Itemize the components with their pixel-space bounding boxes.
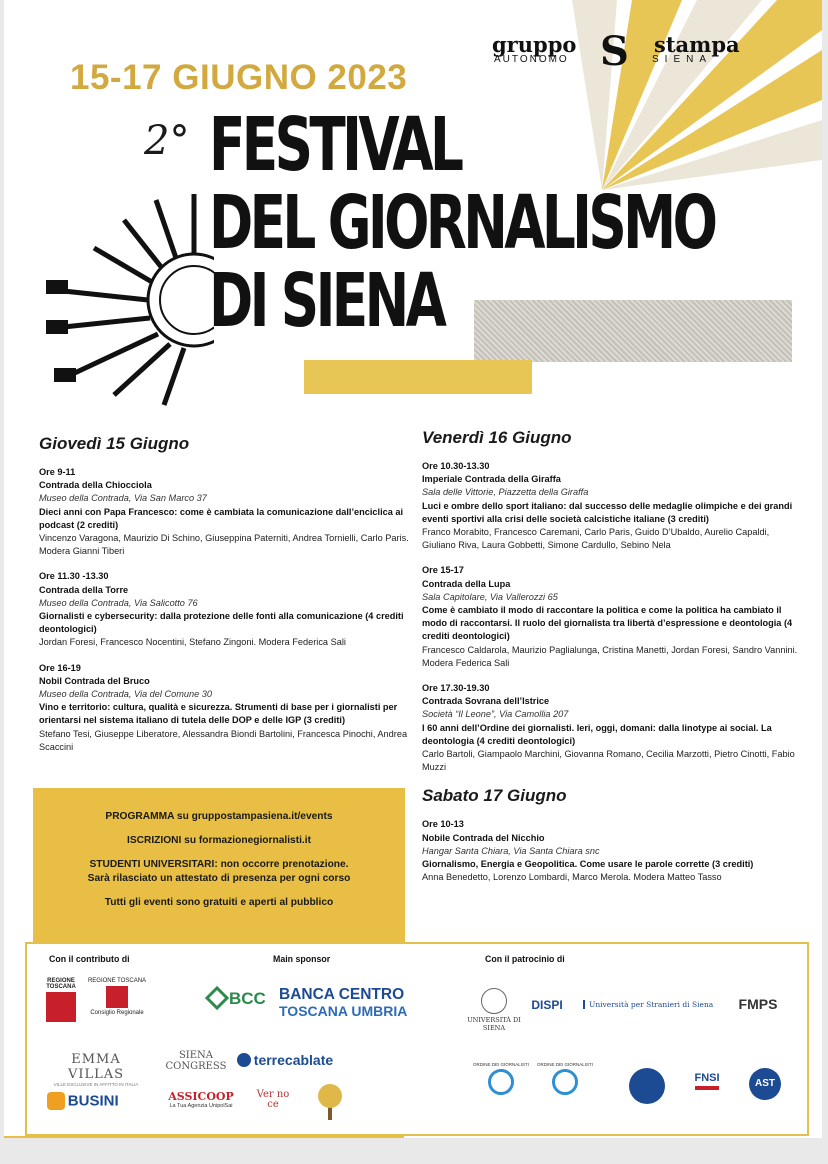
event-venue: Sala Capitolare, Via Vallerozzi 65 <box>422 591 558 602</box>
associazione-logo-icon <box>627 1068 667 1104</box>
event-place: Contrada Sovrana dell’Istrice <box>422 696 550 707</box>
event-venue: Museo della Contrada, Via San Marco 37 <box>39 493 207 504</box>
studenti-note-1: STUDENTI UNIVERSITARI: non occorre prenotazione. <box>89 859 349 870</box>
event-speakers: Jordan Foresi, Francesco Nocentini, Stefano Zingoni. Modera Federica Sali <box>39 637 346 648</box>
day-heading: Giovedì 15 Giugno <box>39 434 190 453</box>
event-time: Ore 15-17 <box>422 565 464 576</box>
event-place: Imperiale Contrada della Giraffa <box>422 474 561 485</box>
event-time: Ore 16-19 <box>39 662 81 673</box>
fnsi-logo: FNSI <box>687 1072 727 1092</box>
ordine-giornalisti-logo: ORDINE DEI GIORNALISTI <box>473 1062 529 1097</box>
event-place: Nobil Contrada del Bruco <box>39 675 150 686</box>
day-thursday <box>39 434 411 766</box>
event-venue: Museo della Contrada, Via del Comune 30 <box>39 689 212 700</box>
event-venue: Hangar Santa Chiara, Via Santa Chiara snc <box>422 845 600 856</box>
event-time: Ore 17.30-19.30 <box>422 683 490 694</box>
ast-logo: AST <box>745 1068 785 1100</box>
studenti-note-2: Sarà rilasciato un attestato di presenza per ogni corso <box>87 873 351 884</box>
festival-title-line-2: DEL GIORNALISMO <box>209 180 715 266</box>
emma-villas-logo: EMMA VILLAS VILLE ESCLUSIVE IN AFFITTO IN ITALIA <box>53 1052 139 1087</box>
newsprint-texture <box>474 300 792 362</box>
vernice-logo: Ver no ce <box>256 1089 290 1110</box>
programma-link[interactable]: PROGRAMMA su gruppostampasiena.it/events <box>105 811 333 822</box>
event-place: Contrada della Torre <box>39 584 129 595</box>
event-venue: Sala delle Vittorie, Piazzetta della Giraffa <box>422 487 589 498</box>
event-topic: Come è cambiato il modo di raccontare la politica e come la politica ha cambiato il modo di raccontarsi. Il ruolo del giornalista tra libertà d’espressione e deontologia (4 crediti deontologici) <box>422 605 793 642</box>
free-events-note: Tutti gli eventi sono gratuiti e aperti al pubblico <box>104 897 334 908</box>
festival-dates: 15-17 GIUGNO 2023 <box>70 58 408 97</box>
typewriter-wheel-icon <box>44 190 214 410</box>
day-heading: Sabato 17 Giugno <box>422 786 567 806</box>
event-place: Nobile Contrada del Nicchio <box>422 832 545 843</box>
event-topic: Giornalisti e cybersecurity: dalla protezione delle fonti alla comunicazione (4 crediti deontologici) <box>39 611 404 635</box>
event-place: Contrada della Chiocciola <box>39 480 152 491</box>
ordine-giornalisti-toscana-logo: ORDINE DEI GIORNALISTI <box>537 1062 593 1097</box>
poster <box>4 0 822 1164</box>
event-item <box>422 460 800 552</box>
contributo-heading: Con il contributo di <box>49 954 130 964</box>
festival-title-line-1: FESTIVAL <box>209 102 461 188</box>
bank-name-line-2: TOSCANA UMBRIA <box>279 1003 408 1019</box>
event-time: Ore 9-11 <box>39 467 76 477</box>
bcc-mark-text: BCC <box>229 989 266 1008</box>
event-time: Ore 10-13 <box>422 819 464 830</box>
event-speakers: Franco Morabito, Francesco Caremani, Carlo Paris, Guido D’Ubaldo, Aurelio Capaldi, Giuliano Riva, Laura Gobbetti, Simone Cardullo, Sebino Nela <box>422 527 770 551</box>
event-speakers: Vincenzo Varagona, Maurizio Di Schino, Giuseppina Paterniti, Andrea Tornielli, Carlo Paris. Modera Gianni Tiberi <box>39 533 409 557</box>
dispi-logo: DISPI <box>531 998 563 1012</box>
iscrizioni-link[interactable]: ISCRIZIONI su formazionegiornalisti.it <box>127 835 311 846</box>
regione-toscana-logo: REGIONE TOSCANA <box>41 978 81 1024</box>
siena-congress-logo: SIENA CONGRESS <box>165 1050 227 1072</box>
main-sponsor-heading: Main sponsor <box>273 954 331 964</box>
logo-mark: S <box>600 28 629 75</box>
day-heading: Venerdì 16 Giugno <box>422 428 572 447</box>
event-speakers: Stefano Tesi, Giuseppe Liberatore, Alessandra Biondi Bartolini, Francesca Pinochi, Andrea Scaccini <box>39 728 408 752</box>
event-topic: Giornalismo, Energia e Geopolitica. Come usare le parole corrette (3 crediti) <box>422 859 754 870</box>
bcc-logo-icon[interactable] <box>205 986 275 1010</box>
event-speakers: Anna Benedetto, Lorenzo Lombardi, Marco Merola. Modera Matteo Tasso <box>422 872 722 883</box>
gruppo-stampa-logo <box>492 28 782 75</box>
event-speakers: Carlo Bartoli, Giampaolo Marchini, Giovanna Romano, Cecilia Marzotti, Pietro Cinotti, Fabio Muzzi <box>422 749 795 773</box>
terrecablate-logo: terrecablate <box>237 1052 347 1068</box>
logo-word-gruppo: gruppo <box>492 32 577 57</box>
festival-title-line-3: DI SIENA <box>209 258 444 344</box>
info-box <box>33 788 405 948</box>
bottom-margin <box>4 1138 822 1164</box>
logo-word-stampa: stampa <box>654 32 740 57</box>
banca-centro-logo[interactable] <box>279 986 407 1020</box>
edition-number: 2° <box>144 118 190 164</box>
event-venue: Museo della Contrada, Via Salicotto 76 <box>39 597 198 608</box>
busini-logo: BUSINI <box>47 1092 147 1110</box>
unistrasi-logo: Università per Stranieri di Siena <box>583 1000 715 1009</box>
logo-word-siena: SIENA <box>652 54 713 65</box>
universita-siena-logo: UNIVERSITÀ DI SIENA <box>467 988 521 1032</box>
event-item <box>39 570 411 649</box>
event-topic: Dieci anni con Papa Francesco: come è cambiata la comunicazione dall’enciclica ai podcast (2 crediti) <box>39 506 404 530</box>
day-friday-saturday <box>422 428 800 896</box>
assicoop-logo: ASSICOOP La Tua Agenzia UnipolSai <box>168 1090 234 1109</box>
event-topic: Luci e ombre dello sport italiano: dal successo delle medaglie olimpiche e dei grandi eventi sportivi alla crisi delle società calcistiche italiane (3 crediti) <box>422 500 793 524</box>
event-item <box>39 466 411 558</box>
event-item <box>422 682 800 774</box>
event-topic: I 60 anni dell’Ordine dei giornalisti. Ieri, oggi, domani: dalla linotype ai social. La deontologia (4 crediti deontologici) <box>422 722 772 746</box>
event-topic: Vino e territorio: cultura, qualità e sicurezza. Strumenti di base per i giornalisti per orientarsi nel sistema italiano di tutela delle DOP e delle IGP (3 crediti) <box>39 702 398 726</box>
consiglio-regionale-logo: REGIONE TOSCANA Consiglio Regionale <box>87 978 147 1016</box>
event-time: Ore 10.30-13.30 <box>422 461 490 471</box>
event-place: Contrada della Lupa <box>422 578 511 589</box>
sponsors-panel <box>25 942 809 1136</box>
fmps-logo: FMPS <box>738 996 778 1012</box>
event-time: Ore 11.30 -13.30 <box>39 571 109 582</box>
event-venue: Società “Il Leone”, Via Camollia 207 <box>422 709 569 720</box>
event-item <box>422 818 800 884</box>
event-item <box>422 564 800 670</box>
decorative-yellow-band <box>304 360 532 394</box>
logo-word-autonomo: AUTONOMO <box>494 54 569 65</box>
event-item <box>39 662 411 754</box>
event-speakers: Francesco Caldarola, Maurizio Paglialunga, Cristina Manetti, Jordan Foresi, Sandro Vannini. Modera Federica Sali <box>422 644 798 668</box>
bank-name-line-1: BANCA CENTRO <box>279 986 405 1003</box>
tree-logo-icon <box>313 1082 347 1122</box>
patrocinio-heading: Con il patrocinio di <box>485 954 565 964</box>
